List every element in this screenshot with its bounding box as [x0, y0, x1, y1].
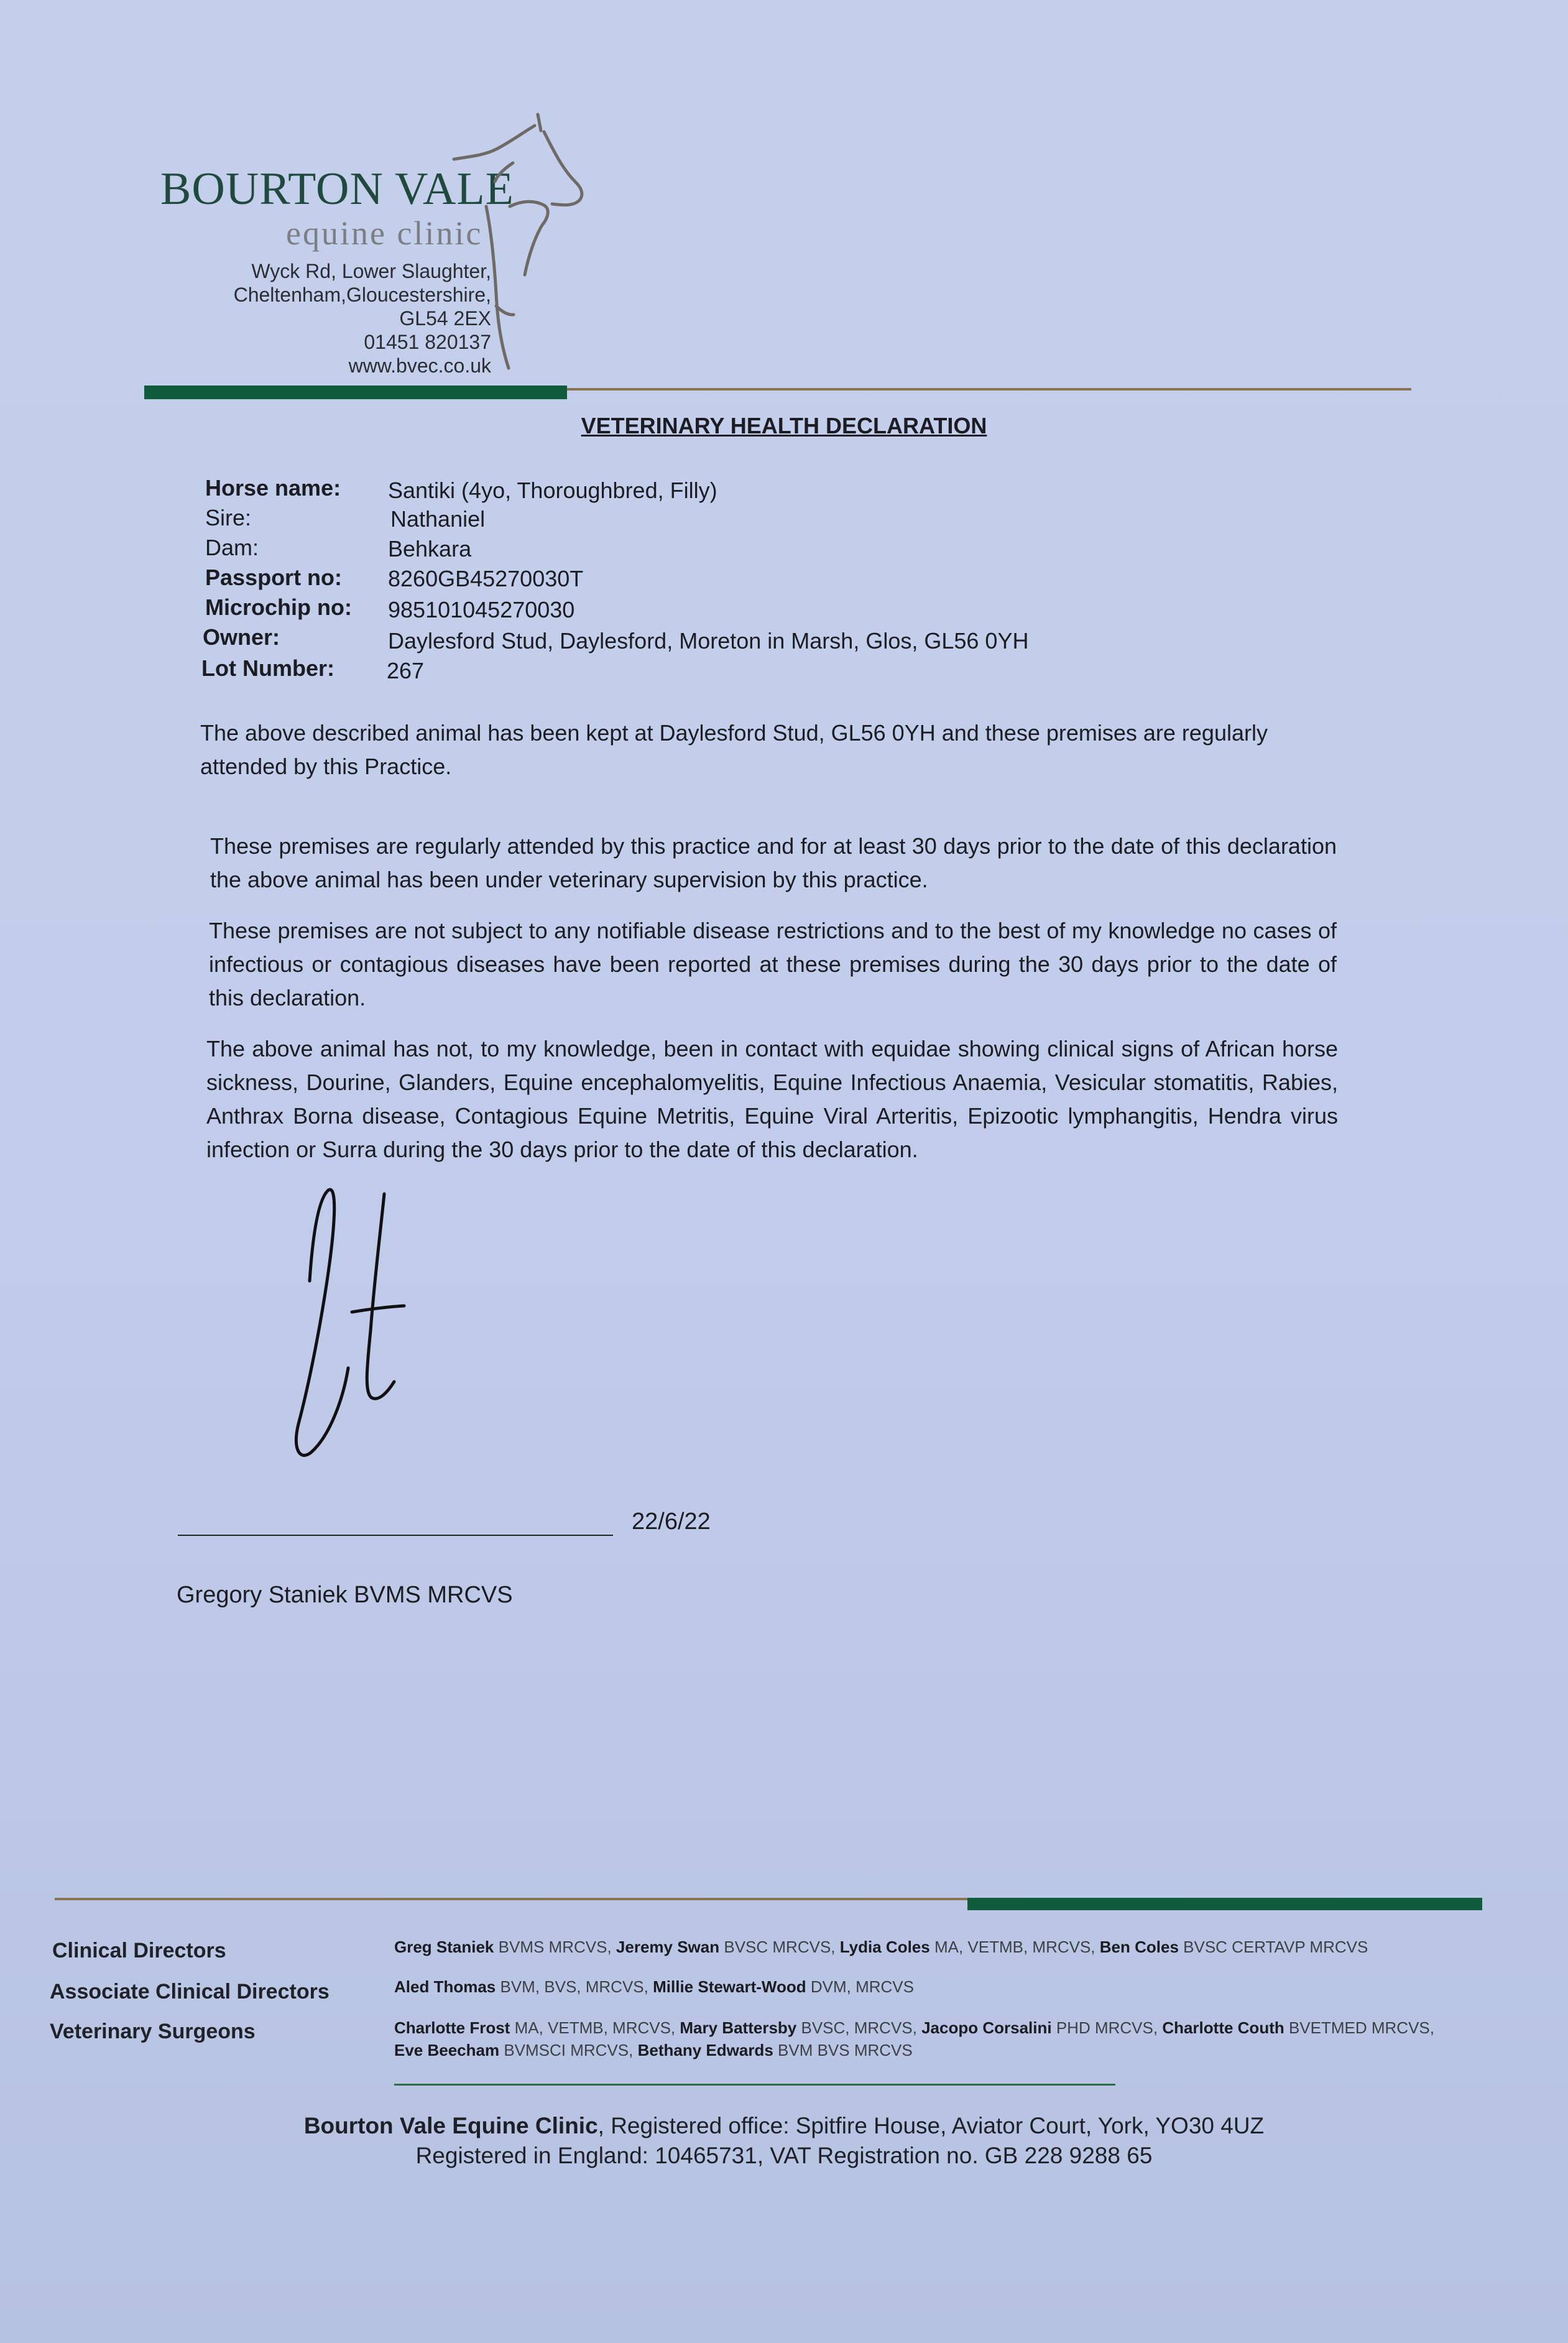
clinic-logo-subtitle: equine clinic	[286, 215, 483, 252]
field-label-sire: Sire:	[205, 505, 252, 530]
staff-name: Bethany Edwards	[637, 2041, 773, 2059]
staff-name: Charlotte Couth	[1162, 2018, 1284, 2037]
staff-quals: DVM, MRCVS	[810, 1977, 914, 1996]
staff-quals: BVM BVS MRCVS	[778, 2041, 913, 2059]
field-label-horse-name: Horse name:	[205, 475, 341, 501]
signatory-name: Gregory Staniek BVMS MRCVS	[177, 1582, 513, 1608]
field-value-lot-number: 267	[387, 658, 425, 683]
field-value-passport: 8260GB45270030T	[388, 566, 584, 591]
staff-quals: BVSC, MRCVS,	[801, 2018, 917, 2037]
staff-quals: BVSC CERTAVP MRCVS	[1183, 1938, 1368, 1956]
declaration-paragraph: The above animal has not, to my knowledge, been in contact with equidae showing clinical signs of African horse sickness, Dourine, Glanders, Equine encephalomyelitis, Equine Infectious Anaemia, Vesicular stomatitis, Rabies, Anthrax Borna disease, Contagious Equine Metritis, Equine Viral Arteritis, Epizootic lymphangitis, Hendra virus infection or Surra during the 30 days prior to the date of this declaration.	[206, 1036, 1338, 1162]
associate-directors-label: Associate Clinical Directors	[50, 1980, 330, 2003]
staff-name: Mary Battersby	[680, 2018, 797, 2037]
footer-rule-green	[967, 1898, 1482, 1910]
staff-quals: BVMS MRCVS,	[498, 1938, 612, 1956]
declaration-paragraph: These premises are not subject to any notifiable disease restrictions and to the best of my knowledge no cases of infectious or contagious diseases have been reported at these premises during the 30 days prior to the date of this declaration.	[209, 918, 1337, 1010]
clinic-logo-name: BOURTON VALE	[160, 164, 514, 215]
staff-name: Eve Beecham	[394, 2041, 500, 2059]
field-label-dam: Dam:	[205, 535, 259, 560]
veterinary-surgeons-list-continued	[394, 2041, 913, 2060]
clinic-phone: 01451 820137	[364, 331, 491, 353]
clinic-address-line: GL54 2EX	[399, 307, 491, 330]
handwritten-signature	[274, 1181, 435, 1467]
field-label-lot-number: Lot Number:	[201, 655, 334, 681]
field-value-microchip: 985101045270030	[388, 597, 575, 622]
staff-quals: BVMSCI MRCVS,	[504, 2041, 634, 2059]
footer-rule-brown	[55, 1898, 969, 1900]
registered-office	[0, 2113, 1568, 2139]
staff-name: Aled Thomas	[394, 1977, 496, 1996]
associate-directors-list	[394, 1977, 914, 1997]
staff-name: Charlotte Frost	[394, 2018, 510, 2037]
staff-quals: MA, VETMB, MRCVS,	[514, 2018, 676, 2037]
document-title: VETERINARY HEALTH DECLARATION	[581, 413, 987, 438]
staff-name: Jacopo Corsalini	[921, 2018, 1052, 2037]
field-label-passport: Passport no:	[205, 565, 343, 590]
clinic-website: www.bvec.co.uk	[348, 354, 491, 377]
field-value-sire: Nathaniel	[390, 506, 486, 532]
declaration-paragraph: The above described animal has been kept at Daylesford Stud, GL56 0YH and these premises are regularly attended by this Practice.	[200, 720, 1268, 779]
registration-details: Registered in England: 10465731, VAT Registration no. GB 228 9288 65	[415, 2143, 1153, 2168]
staff-quals: PHD MRCVS,	[1056, 2018, 1158, 2037]
staff-name: Ben Coles	[1099, 1938, 1179, 1956]
staff-name: Jeremy Swan	[616, 1938, 720, 1956]
field-value-dam: Behkara	[388, 536, 472, 561]
staff-name: Greg Staniek	[394, 1938, 494, 1956]
signature-line	[178, 1535, 613, 1536]
clinic-address-line: Cheltenham,Gloucestershire,	[233, 284, 491, 306]
header-rule-green	[144, 386, 567, 399]
field-label-owner: Owner:	[203, 624, 280, 650]
veterinary-surgeons-label: Veterinary Surgeons	[50, 2020, 256, 2043]
field-label-microchip: Microchip no:	[205, 594, 352, 620]
field-value-owner: Daylesford Stud, Daylesford, Moreton in Marsh, Glos, GL56 0YH	[388, 628, 1029, 654]
staff-name: Millie Stewart-Wood	[653, 1977, 806, 1996]
footer-rule-thin	[394, 2084, 1115, 2086]
clinical-directors-label: Clinical Directors	[52, 1939, 226, 1962]
registered-office-address: , Registered office: Spitfire House, Aviator Court, York, YO30 4UZ	[597, 2113, 1265, 2138]
declaration-paragraph: These premises are regularly attended by this practice and for at least 30 days prior to the date of this declaration the above animal has been under veterinary supervision by this practice.	[210, 833, 1337, 892]
clinic-address-line: Wyck Rd, Lower Slaughter,	[251, 260, 491, 282]
staff-quals: MA, VETMB, MRCVS,	[934, 1938, 1095, 1956]
signature-date: 22/6/22	[632, 1509, 711, 1535]
field-value-horse-name: Santiki (4yo, Thoroughbred, Filly)	[388, 478, 717, 503]
staff-quals: BVSC MRCVS,	[724, 1938, 836, 1956]
staff-quals: BVM, BVS, MRCVS,	[500, 1977, 648, 1996]
veterinary-surgeons-list	[394, 2018, 1434, 2038]
clinical-directors-list	[394, 1938, 1368, 1957]
header-rule-brown	[567, 388, 1411, 390]
registered-company-name: Bourton Vale Equine Clinic	[303, 2113, 598, 2138]
staff-name: Lydia Coles	[839, 1938, 930, 1956]
staff-quals: BVETMED MRCVS,	[1288, 2018, 1434, 2037]
